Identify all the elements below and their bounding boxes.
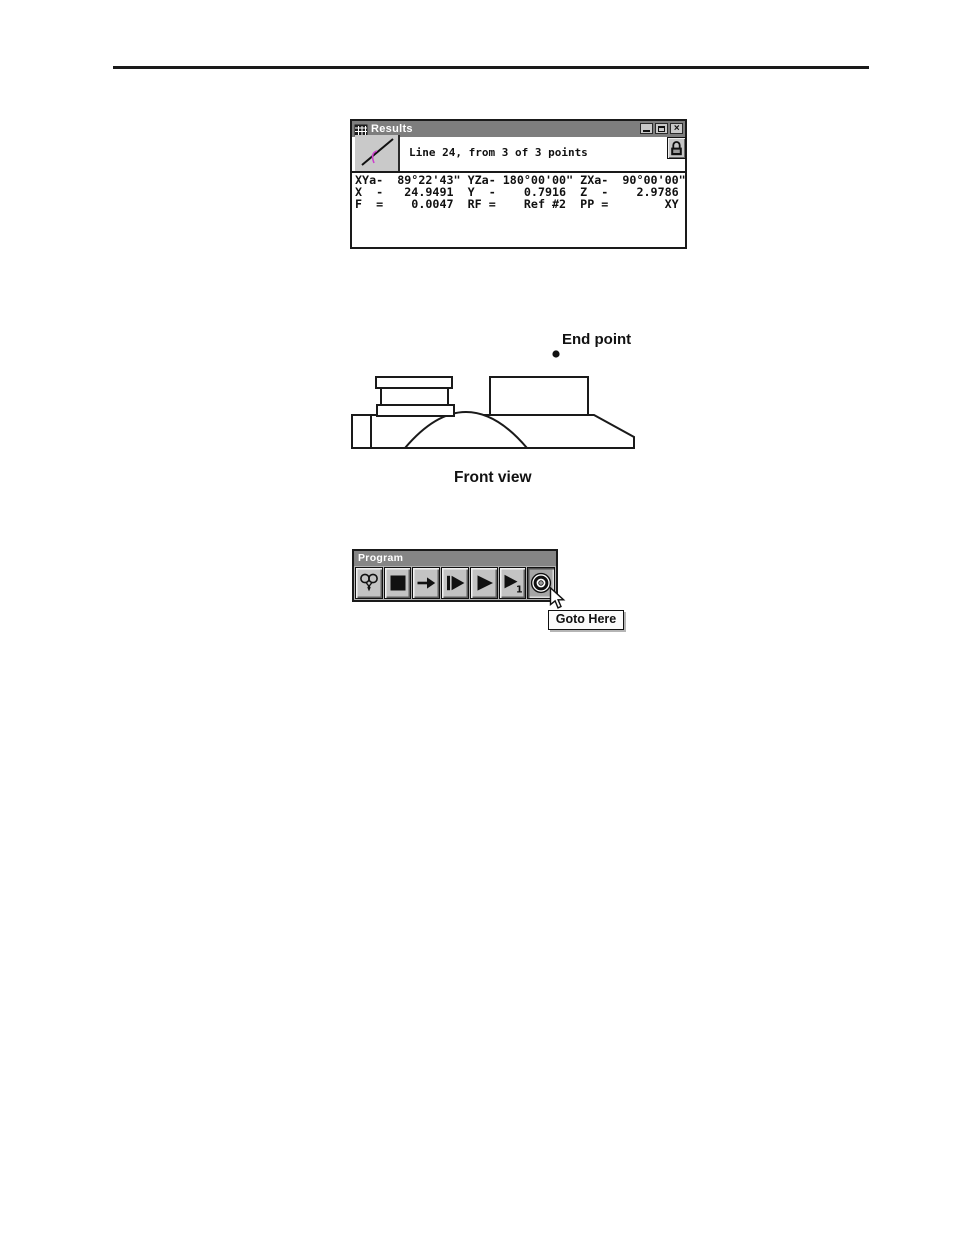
maximize-button[interactable] <box>655 123 668 134</box>
results-row-angles: XYa- 89°22'43" YZa- 180°00'00" ZXa- 90°00'00" <box>355 173 686 187</box>
record-button[interactable] <box>355 567 383 599</box>
end-point-dot <box>552 350 559 357</box>
end-point-label: End point <box>562 331 632 348</box>
mouse-cursor-icon <box>549 587 567 611</box>
front-view-diagram <box>345 330 645 455</box>
maximize-icon <box>658 126 665 132</box>
close-icon: × <box>673 122 680 134</box>
results-titlebar <box>352 121 685 137</box>
results-data <box>355 174 686 211</box>
header-rule <box>113 66 869 69</box>
program-buttons <box>354 566 556 600</box>
program-titlebar <box>354 551 556 566</box>
play-from-start-icon <box>444 572 466 594</box>
results-grid-icon <box>354 123 368 135</box>
lock-button[interactable] <box>667 137 686 159</box>
arrow-right-icon <box>415 572 437 594</box>
padlock-icon <box>669 140 684 157</box>
run-once-badge: 1 <box>516 584 524 594</box>
stop-button[interactable] <box>384 567 412 599</box>
goto-here-tooltip: Goto Here <box>548 610 624 630</box>
results-window-title: Results <box>371 123 413 135</box>
program-toolbar-title: Program <box>358 552 404 564</box>
minimize-icon <box>643 130 650 132</box>
stop-square-icon <box>387 572 409 594</box>
boss-lower-plate <box>377 405 454 416</box>
play-once-icon <box>501 572 523 594</box>
play-icon <box>473 572 495 594</box>
run-from-start-button[interactable] <box>441 567 469 599</box>
minimize-button[interactable] <box>640 123 653 134</box>
step-button[interactable] <box>412 567 440 599</box>
boss-middle-block <box>381 387 448 406</box>
front-view-caption: Front view <box>454 469 532 486</box>
balloons-icon <box>358 572 380 594</box>
results-window <box>350 119 687 249</box>
program-toolbar <box>352 549 558 602</box>
results-caption: Line 24, from 3 of 3 points <box>409 146 588 159</box>
dome-arc <box>405 412 527 448</box>
run-button[interactable] <box>470 567 498 599</box>
right-block <box>490 377 588 415</box>
boss-top-plate <box>376 377 452 388</box>
results-row-form: F = 0.0047 RF = Ref #2 PP = XY <box>355 197 679 212</box>
run-once-button[interactable] <box>499 567 527 599</box>
results-row-xyz: X - 24.9491 Y - 0.7916 Z - 2.9786 <box>355 185 679 200</box>
window-controls <box>640 123 683 134</box>
line-feature-icon <box>355 135 400 171</box>
close-button[interactable] <box>670 123 683 134</box>
